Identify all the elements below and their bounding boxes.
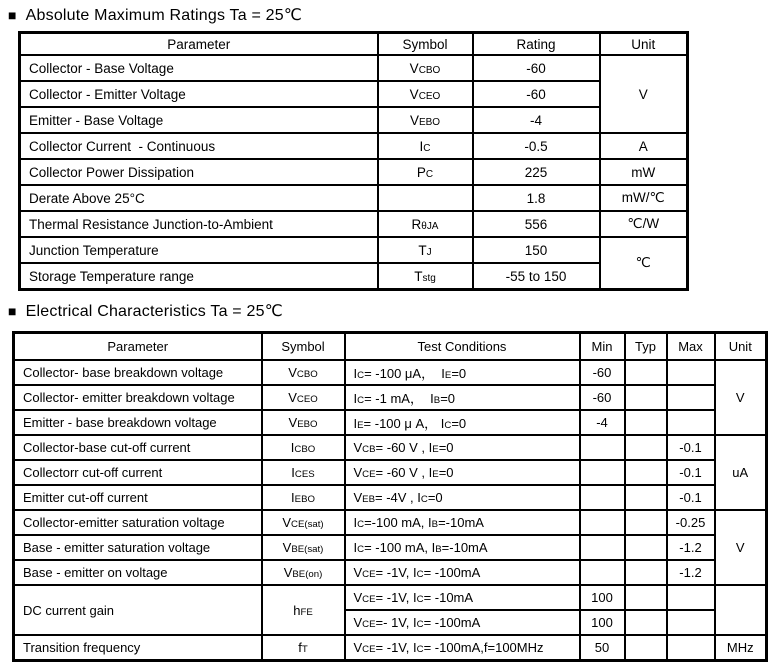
parameter-cell: Transition frequency (14, 635, 262, 661)
typ-cell (625, 535, 667, 560)
rating-cell: -60 (473, 55, 600, 81)
table-row (20, 159, 688, 185)
header-row (20, 33, 688, 56)
parameter-cell: Collector Power Dissipation (20, 159, 378, 185)
symbol-cell: VCEO (378, 81, 473, 107)
typ-cell (625, 410, 667, 435)
section-title-electrical-characteristics (8, 301, 283, 321)
parameter-cell: Base - emitter on voltage (14, 560, 262, 585)
parameter-cell: Collector-emitter saturation voltage (14, 510, 262, 535)
conditions-cell: IC= -100 mA, IB=-10mA (345, 535, 580, 560)
table-row (14, 560, 767, 585)
rating-cell: 556 (473, 211, 600, 237)
subscript-text: E (444, 370, 452, 381)
absolute-maximum-ratings-table (18, 31, 689, 291)
unit-cell: V (715, 360, 767, 435)
symbol-cell: ICBO (262, 435, 345, 460)
subscript-text: EB (362, 494, 375, 505)
max-cell: -1.2 (667, 535, 715, 560)
parameter-cell: Collector - Emitter Voltage (20, 81, 378, 107)
typ-cell (625, 560, 667, 585)
subscript-text: CBO (418, 64, 441, 76)
symbol-cell: TJ (378, 237, 473, 263)
column-header: Unit (715, 333, 767, 361)
symbol-cell: VEBO (378, 107, 473, 133)
parameter-cell: Emitter - Base Voltage (20, 107, 378, 133)
table-row (20, 81, 688, 107)
subscript-text: θJA (421, 220, 439, 232)
typ-cell (625, 610, 667, 635)
subscript-text: C (420, 494, 428, 505)
min-cell (580, 560, 625, 585)
header-row (14, 333, 767, 361)
parameter-cell: Collector- emitter breakdown voltage (14, 385, 262, 410)
column-header: Max (667, 333, 715, 361)
parameter-cell: Emitter - base breakdown voltage (14, 410, 262, 435)
subscript-text: EBO (294, 494, 315, 505)
symbol-cell: VCEO (262, 385, 345, 410)
subscript-text: C (416, 619, 424, 630)
conditions-cell: VCE= -1V, IC= -100mA,f=100MHz (345, 635, 580, 661)
table-row (20, 211, 688, 237)
subscript-text: CE(sat) (291, 519, 324, 530)
parameter-cell: Derate Above 25°C (20, 185, 378, 211)
min-cell: 100 (580, 610, 625, 635)
table-row (14, 435, 767, 460)
min-cell: -60 (580, 385, 625, 410)
conditions-cell: VEB= -4V , IC=0 (345, 485, 580, 510)
unit-cell: uA (715, 435, 767, 510)
max-cell: -1.2 (667, 560, 715, 585)
parameter-cell: Thermal Resistance Junction-to-Ambient (20, 211, 378, 237)
max-cell: -0.1 (667, 485, 715, 510)
column-header: Parameter (20, 33, 378, 56)
parameter-cell: Storage Temperature range (20, 263, 378, 290)
parameter-cell: Collectorr cut-off current (14, 460, 262, 485)
conditions-cell: IC= -100 μA， IE=0 (345, 360, 580, 385)
square-bullet-icon: ■ (8, 303, 17, 319)
subscript-text: CE (362, 469, 376, 480)
subscript-text: CBO (296, 369, 318, 380)
symbol-cell: fT (262, 635, 345, 661)
symbol-cell: IEBO (262, 485, 345, 510)
unit-cell: ℃ (600, 237, 688, 290)
parameter-cell: Base - emitter saturation voltage (14, 535, 262, 560)
rating-cell: -4 (473, 107, 600, 133)
subscript-text: stg (422, 272, 436, 284)
subscript-text: EBO (297, 419, 318, 430)
column-header: Symbol (262, 333, 345, 361)
max-cell: -0.25 (667, 510, 715, 535)
table-row (14, 410, 767, 435)
table-row (20, 55, 688, 81)
rating-cell: -55 to 150 (473, 263, 600, 290)
unit-cell (715, 585, 767, 635)
table-row (20, 107, 688, 133)
conditions-cell: VCE= -1V, IC= -10mA (345, 585, 580, 610)
subscript-text: CBO (294, 444, 316, 455)
symbol-cell: PC (378, 159, 473, 185)
typ-cell (625, 385, 667, 410)
subscript-text: C (416, 644, 424, 655)
table-row (14, 485, 767, 510)
rating-cell: 150 (473, 237, 600, 263)
column-header: Unit (600, 33, 688, 56)
section-title-text: Electrical Characteristics Ta = 25℃ (25, 303, 283, 320)
subscript-text: C (416, 594, 424, 605)
table-row (14, 510, 767, 535)
symbol-cell: IC (378, 133, 473, 159)
symbol-cell: VEBO (262, 410, 345, 435)
typ-cell (625, 635, 667, 661)
typ-cell (625, 585, 667, 610)
subscript-text: B (431, 519, 439, 530)
max-cell (667, 360, 715, 385)
table-row (14, 635, 767, 661)
symbol-cell: VBE(on) (262, 560, 345, 585)
max-cell (667, 410, 715, 435)
unit-cell: mW/℃ (600, 185, 688, 211)
symbol-cell: ICES (262, 460, 345, 485)
symbol-cell: VCE(sat) (262, 510, 345, 535)
min-cell (580, 485, 625, 510)
table-row (14, 385, 767, 410)
table-row (14, 360, 767, 385)
unit-cell: A (600, 133, 688, 159)
unit-cell: V (600, 55, 688, 133)
symbol-cell: VBE(sat) (262, 535, 345, 560)
parameter-cell: Collector Current - Continuous (20, 133, 378, 159)
table-row (20, 237, 688, 263)
min-cell (580, 535, 625, 560)
unit-cell: MHz (715, 635, 767, 661)
conditions-cell: IE= -100 μ A， IC=0 (345, 410, 580, 435)
rating-cell: 1.8 (473, 185, 600, 211)
subscript-text: C (425, 168, 434, 180)
parameter-cell: Collector- base breakdown voltage (14, 360, 262, 385)
symbol-cell: RθJA (378, 211, 473, 237)
subscript-text: T (301, 644, 308, 655)
column-header: Min (580, 333, 625, 361)
subscript-text: CEO (296, 394, 318, 405)
min-cell: -4 (580, 410, 625, 435)
max-cell (667, 635, 715, 661)
min-cell: -60 (580, 360, 625, 385)
typ-cell (625, 485, 667, 510)
square-bullet-icon: ■ (8, 7, 17, 23)
symbol-cell: VCBO (378, 55, 473, 81)
subscript-text: C (357, 395, 365, 406)
parameter-cell: DC current gain (14, 585, 262, 635)
subscript-text: E (432, 469, 439, 480)
subscript-text: CE (362, 569, 376, 580)
subscript-text: C (423, 142, 431, 154)
max-cell (667, 385, 715, 410)
conditions-cell: VCE= -1V, IC= -100mA (345, 560, 580, 585)
subscript-text: BE(sat) (291, 544, 324, 555)
subscript-text: C (416, 569, 424, 580)
subscript-text: J (426, 246, 432, 258)
min-cell: 100 (580, 585, 625, 610)
symbol-cell: VCBO (262, 360, 345, 385)
subscript-text: C (357, 370, 365, 381)
subscript-text: FE (300, 606, 313, 618)
column-header: Symbol (378, 33, 473, 56)
table-row (20, 263, 688, 290)
typ-cell (625, 460, 667, 485)
subscript-text: CE (362, 619, 376, 630)
conditions-cell: VCE= -60 V , IE=0 (345, 460, 580, 485)
symbol-cell: hFE (262, 585, 345, 635)
table-row (14, 585, 767, 610)
unit-cell: mW (600, 159, 688, 185)
table-row (14, 460, 767, 485)
table-row (20, 133, 688, 159)
electrical-characteristics-table (12, 331, 768, 662)
max-cell (667, 610, 715, 635)
typ-cell (625, 360, 667, 385)
table-row (14, 535, 767, 560)
section-title-text: Absolute Maximum Ratings Ta = 25℃ (25, 7, 303, 24)
symbol-cell (378, 185, 473, 211)
subscript-text: E (357, 420, 364, 431)
conditions-cell: IC=-100 mA, IB=-10mA (345, 510, 580, 535)
min-cell (580, 435, 625, 460)
subscript-text: C (444, 420, 452, 431)
parameter-cell: Junction Temperature (20, 237, 378, 263)
subscript-text: C (357, 544, 365, 555)
max-cell (667, 585, 715, 610)
subscript-text: E (432, 444, 439, 455)
typ-cell (625, 510, 667, 535)
column-header: Typ (625, 333, 667, 361)
column-header: Rating (473, 33, 600, 56)
conditions-cell: IC= -1 mA， IB=0 (345, 385, 580, 410)
min-cell (580, 460, 625, 485)
parameter-cell: Collector-base cut-off current (14, 435, 262, 460)
parameter-cell: Collector - Base Voltage (20, 55, 378, 81)
max-cell: -0.1 (667, 460, 715, 485)
symbol-cell: Tstg (378, 263, 473, 290)
subscript-text: CES (294, 469, 315, 480)
conditions-cell: VCE=- 1V, IC= -100mA (345, 610, 580, 635)
subscript-text: CEO (418, 90, 441, 102)
subscript-text: CE (362, 594, 376, 605)
table-row (20, 185, 688, 211)
subscript-text: B (433, 395, 441, 406)
column-header: Parameter (14, 333, 262, 361)
column-header: Test Conditions (345, 333, 580, 361)
section-title-absolute-maximum-ratings (8, 5, 302, 25)
min-cell: 50 (580, 635, 625, 661)
conditions-cell: VCB= -60 V , IE=0 (345, 435, 580, 460)
unit-cell: ℃/W (600, 211, 688, 237)
rating-cell: -0.5 (473, 133, 600, 159)
subscript-text: CE (362, 644, 376, 655)
subscript-text: CB (362, 444, 376, 455)
parameter-cell: Emitter cut-off current (14, 485, 262, 510)
unit-cell: V (715, 510, 767, 585)
subscript-text: EBO (418, 116, 441, 128)
subscript-text: B (435, 544, 442, 555)
rating-cell: 225 (473, 159, 600, 185)
subscript-text: BE(on) (292, 569, 323, 580)
subscript-text: C (357, 519, 365, 530)
typ-cell (625, 435, 667, 460)
min-cell (580, 510, 625, 535)
max-cell: -0.1 (667, 435, 715, 460)
rating-cell: -60 (473, 81, 600, 107)
